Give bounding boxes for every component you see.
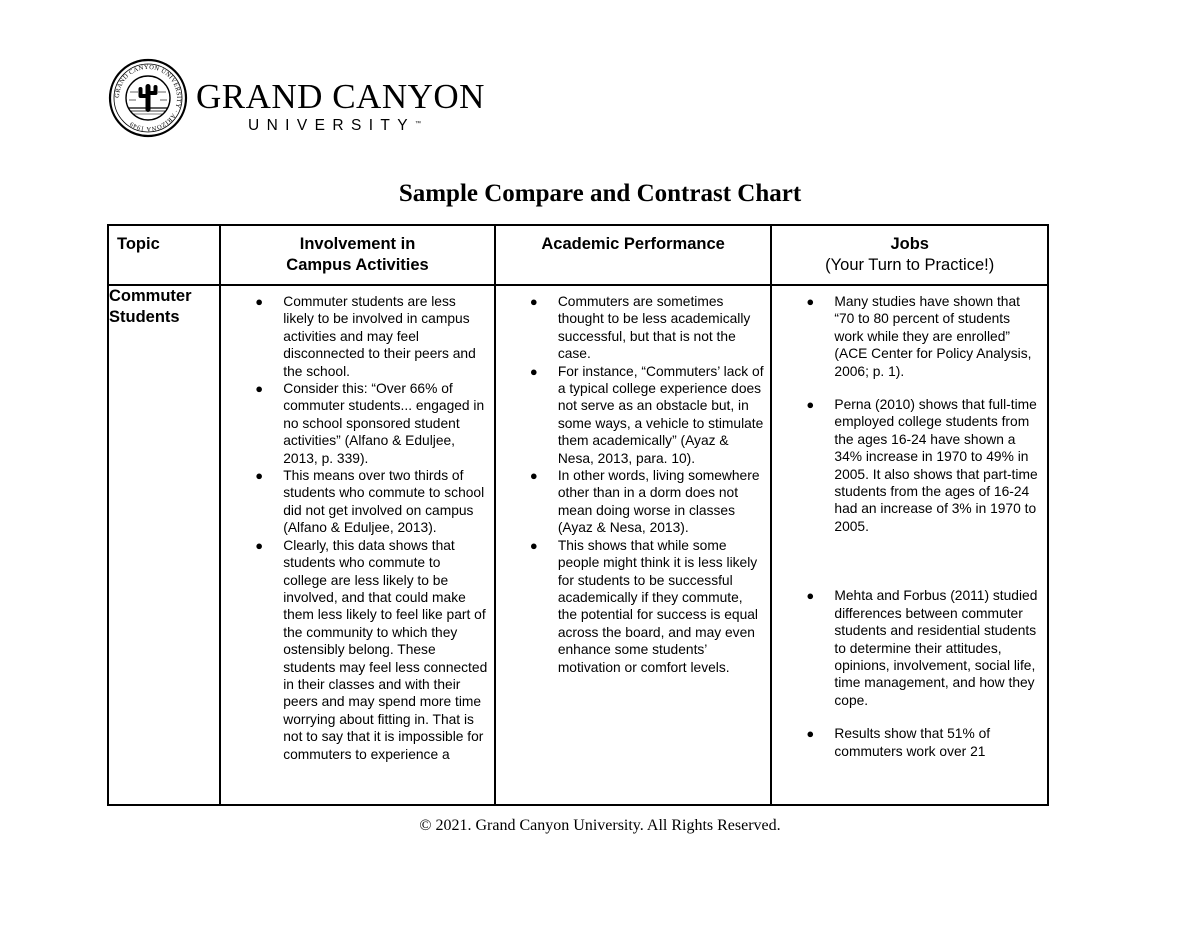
list-item — [496, 467, 765, 537]
academic-list — [496, 286, 771, 676]
seal-text: GRAND CANYON UNIVERSITY · ARIZONA 1949 — [113, 63, 183, 133]
list-item — [221, 293, 488, 380]
bullet-icon: ● — [529, 468, 538, 484]
copyright-footer: © 2021. Grand Canyon University. All Rights Reserved. — [419, 817, 781, 834]
list-item-text: Commuter students are less likely to be involved in campus activities and may feel disconnected to their peers and the school. — [283, 294, 476, 379]
list-item-text: Commuters are sometimes thought to be less academically successful, but that is not the case. — [557, 294, 751, 362]
bullet-icon: ● — [806, 588, 815, 604]
list-item — [772, 293, 1041, 380]
bullet-icon: ● — [529, 294, 538, 309]
header-jobs-label: Jobs — [890, 235, 929, 253]
list-item-text: Many studies have shown that “70 to 80 percent of students work while they are enrolled” (ACE Center for Policy Analysis, 2006; p. 1). — [834, 294, 1032, 379]
academic-cell — [495, 285, 772, 805]
header-topic — [108, 225, 220, 285]
bullet-icon: ● — [255, 294, 264, 309]
bullet-icon: ● — [806, 397, 815, 413]
header-jobs-subtitle: (Your Turn to Practice!) — [825, 256, 995, 274]
bullet-icon: ● — [806, 294, 815, 309]
involvement-cell — [220, 285, 495, 805]
bullet-icon: ● — [255, 468, 264, 484]
bullet-icon: ● — [806, 726, 815, 742]
list-item — [221, 380, 488, 467]
bullet-icon: ● — [529, 363, 538, 379]
list-item-text: Consider this: “Over 66% of commuter students... engaged in no school sponsored student activities” (Alfano & Eduljee, 2013, p. 339). — [283, 381, 485, 466]
university-seal-icon — [108, 58, 188, 138]
list-item-text: This means over two thirds of students who commute to school did not get involved on campus (Alfano & Eduljee, 2013). — [283, 468, 485, 536]
list-item-text: This shows that while some people might think it is less likely for students to be successful academically if they commute, the potential for success is equal across the board, and may even enhance some students’ motivation or comfort levels. — [557, 537, 758, 675]
header-academic — [495, 225, 772, 285]
list-item — [221, 537, 488, 763]
table-header-row — [108, 225, 1048, 285]
list-item — [772, 587, 1041, 709]
bullet-icon: ● — [529, 537, 538, 553]
bullet-icon: ● — [255, 537, 264, 553]
trademark-symbol: ™ — [415, 121, 422, 127]
list-item-text: Perna (2010) shows that full-time employed college students from the ages 16-24 have shown a 34% increase in 1970 to 49% in 2005. It also shows that part-time students from the ages of 16-24 had an increase of 3% in 1970 to 2005. — [834, 397, 1038, 534]
list-item — [496, 537, 765, 676]
bullet-icon: ● — [255, 381, 264, 397]
logo-submark — [248, 117, 421, 135]
list-item — [772, 396, 1041, 535]
jobs-cell — [771, 285, 1048, 805]
table-row — [108, 285, 1048, 805]
header-topic-label: Topic — [117, 235, 160, 253]
list-item-text: In other words, living somewhere other than in a dorm does not mean doing worse in classes (Ayaz & Nesa, 2013). — [557, 468, 760, 536]
topic-cell — [108, 285, 220, 805]
list-item — [496, 293, 765, 363]
header-involvement — [220, 225, 495, 285]
page-title: Sample Compare and Contrast Chart — [398, 180, 802, 207]
topic-label: Commuter Students — [109, 287, 192, 326]
jobs-list — [772, 286, 1047, 760]
list-item-text: Results show that 51% of commuters work over 21 — [834, 726, 991, 759]
list-item — [496, 363, 765, 467]
list-item-text: Clearly, this data shows that students who commute to college are less likely to be involved, and that could make them less likely to feel like part of the community to which they ostensibly belong. These students may feel less connected in their classes and with their peers and may spend more time worrying about fitting in. That is not to say that it is impossible for commuters to experience a — [283, 537, 488, 762]
university-logo — [108, 58, 488, 142]
logo-wordmark: GRAND CANYON — [196, 77, 485, 116]
header-involvement-label: Involvement in Campus Activities — [286, 235, 429, 274]
involvement-list — [221, 286, 494, 763]
list-item — [772, 725, 1041, 760]
compare-contrast-table — [107, 224, 1049, 806]
list-item — [221, 467, 488, 537]
header-jobs — [771, 225, 1048, 285]
list-item-text: For instance, “Commuters’ lack of a typical college experience does not serve as an obstacle but, in some ways, a vehicle to stimulate them academically” (Ayaz & Nesa, 2013, para. 10). — [557, 363, 764, 466]
list-item-text: Mehta and Forbus (2011) studied differences between commuter students and residential students to determine their attitudes, opinions, involvement, social life, time management, and how they cope. — [834, 588, 1038, 708]
header-academic-label: Academic Performance — [541, 235, 725, 253]
logo-submark-text: UNIVERSITY — [248, 117, 416, 134]
